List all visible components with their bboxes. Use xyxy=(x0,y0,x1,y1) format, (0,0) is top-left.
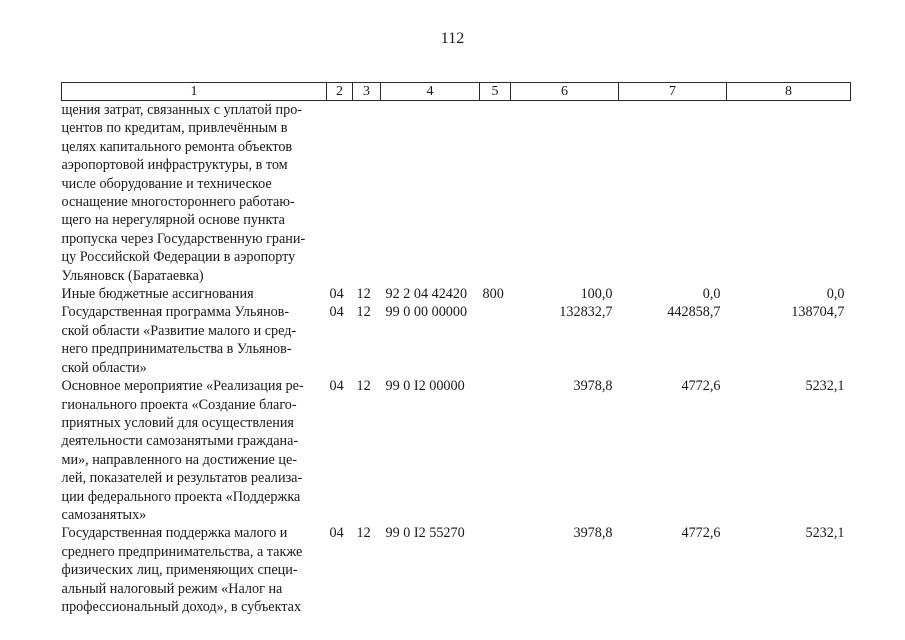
header-col-3: 3 xyxy=(353,83,381,101)
row-name-line: приятных условий для осуществления xyxy=(61,414,294,431)
table-row xyxy=(62,101,851,286)
row-name-line: аэропортовой инфраструктуры, в том xyxy=(61,157,288,174)
amount-col-8-cell: 5232,1 xyxy=(805,378,845,395)
row-name-line: профессиональный доход», в субъектах xyxy=(61,598,302,615)
section-code-cell xyxy=(327,101,353,286)
row-name-line: ми», направленного на достижение це- xyxy=(61,451,297,468)
row-name-line: среднего предпринимательства, а также xyxy=(61,543,303,560)
amount-col-6-cell xyxy=(511,101,619,286)
amount-col-7-cell: 442858,7 xyxy=(667,304,721,321)
table-row xyxy=(62,303,851,377)
section-code-cell: 04 xyxy=(329,525,344,542)
row-name-line: Основное мероприятие «Реализация ре- xyxy=(61,378,304,395)
amount-col-8-cell: 5232,1 xyxy=(805,525,845,542)
target-article-cell: 99 0 I2 55270 xyxy=(385,525,465,542)
target-article-cell: 99 0 00 00000 xyxy=(385,304,468,321)
header-col-5: 5 xyxy=(480,83,511,101)
row-name-line: Государственная программа Ульянов- xyxy=(61,304,290,321)
amount-col-7-cell: 0,0 xyxy=(702,286,721,303)
row-name-line: Государственная поддержка малого и xyxy=(61,525,288,542)
table-body xyxy=(62,101,851,617)
target-article-cell: 92 2 04 42420 xyxy=(385,286,468,303)
row-name-line: ской области «Развитие малого и сред- xyxy=(61,322,297,339)
row-name-line: гионального проекта «Создание благо- xyxy=(61,396,297,413)
section-code-cell: 04 xyxy=(329,286,344,303)
row-name-line: деятельности самозанятыми граждана- xyxy=(61,433,299,450)
row-name-cell xyxy=(62,377,327,524)
subsection-code-cell: 12 xyxy=(356,304,371,321)
amount-col-7-cell xyxy=(619,101,727,286)
row-name-line: щения затрат, связанных с уплатой про- xyxy=(61,102,303,118)
row-name-line: лей, показателей и результатов реализа- xyxy=(61,470,303,487)
amount-col-8-cell xyxy=(727,101,851,286)
row-name-line: физических лиц, применяющих специ- xyxy=(61,562,298,579)
header-col-8: 8 xyxy=(727,83,851,101)
target-article-cell xyxy=(381,101,480,286)
subsection-code-cell: 12 xyxy=(356,378,371,395)
subsection-code-cell: 12 xyxy=(356,286,371,303)
page-number: 112 xyxy=(440,30,465,47)
row-name-line: альный налоговый режим «Налог на xyxy=(61,580,283,597)
table-header-row xyxy=(62,83,851,101)
row-name-line: него предпринимательства в Ульянов- xyxy=(61,341,292,358)
table-row xyxy=(62,524,851,616)
expense-type-cell xyxy=(480,303,511,377)
amount-col-6-cell: 100,0 xyxy=(580,286,613,303)
amount-col-7-cell: 4772,6 xyxy=(681,378,721,395)
header-col-6: 6 xyxy=(511,83,619,101)
table-row xyxy=(62,377,851,524)
row-name-line: целях капитального ремонта объектов xyxy=(61,138,293,155)
header-col-7: 7 xyxy=(619,83,727,101)
header-col-1: 1 xyxy=(62,83,327,101)
target-article-cell: 99 0 I2 00000 xyxy=(385,378,465,395)
row-name-line: Ульяновск (Баратаевка) xyxy=(61,267,204,284)
expense-type-cell xyxy=(480,101,511,286)
row-name-line: самозанятых» xyxy=(61,506,147,523)
row-name-line: цу Российской Федерации в аэропорту xyxy=(61,249,296,266)
table-row xyxy=(62,285,851,303)
row-name-line: Иные бюджетные ассигнования xyxy=(61,286,254,303)
header-col-4: 4 xyxy=(381,83,480,101)
amount-col-8-cell: 138704,7 xyxy=(791,304,845,321)
amount-col-6-cell: 132832,7 xyxy=(559,304,613,321)
row-name-line: оснащение многостороннего работаю- xyxy=(61,194,295,211)
subsection-code-cell: 12 xyxy=(356,525,371,542)
row-name-cell xyxy=(62,285,327,303)
row-name-cell xyxy=(62,101,327,286)
expense-type-cell xyxy=(480,377,511,524)
expense-type-cell: 800 xyxy=(482,286,504,303)
row-name-line: центов по кредитам, привлечённым в xyxy=(61,120,288,137)
row-name-line: пропуска через Государственную грани- xyxy=(61,230,306,247)
row-name-line: ции федерального проекта «Поддержка xyxy=(61,488,301,505)
section-code-cell: 04 xyxy=(329,304,344,321)
subsection-code-cell xyxy=(353,101,381,286)
row-name-cell xyxy=(62,524,327,616)
row-name-line: ской области» xyxy=(61,359,147,376)
amount-col-6-cell: 3978,8 xyxy=(573,378,613,395)
amount-col-7-cell: 4772,6 xyxy=(681,525,721,542)
expense-type-cell xyxy=(480,524,511,616)
section-code-cell: 04 xyxy=(329,378,344,395)
amount-col-6-cell: 3978,8 xyxy=(573,525,613,542)
row-name-line: числе оборудование и техническое xyxy=(61,175,272,192)
amount-col-8-cell: 0,0 xyxy=(826,286,845,303)
budget-table xyxy=(61,82,851,616)
row-name-cell xyxy=(62,303,327,377)
header-col-2: 2 xyxy=(327,83,353,101)
row-name-line: щего на нерегулярной основе пункта xyxy=(61,212,285,229)
